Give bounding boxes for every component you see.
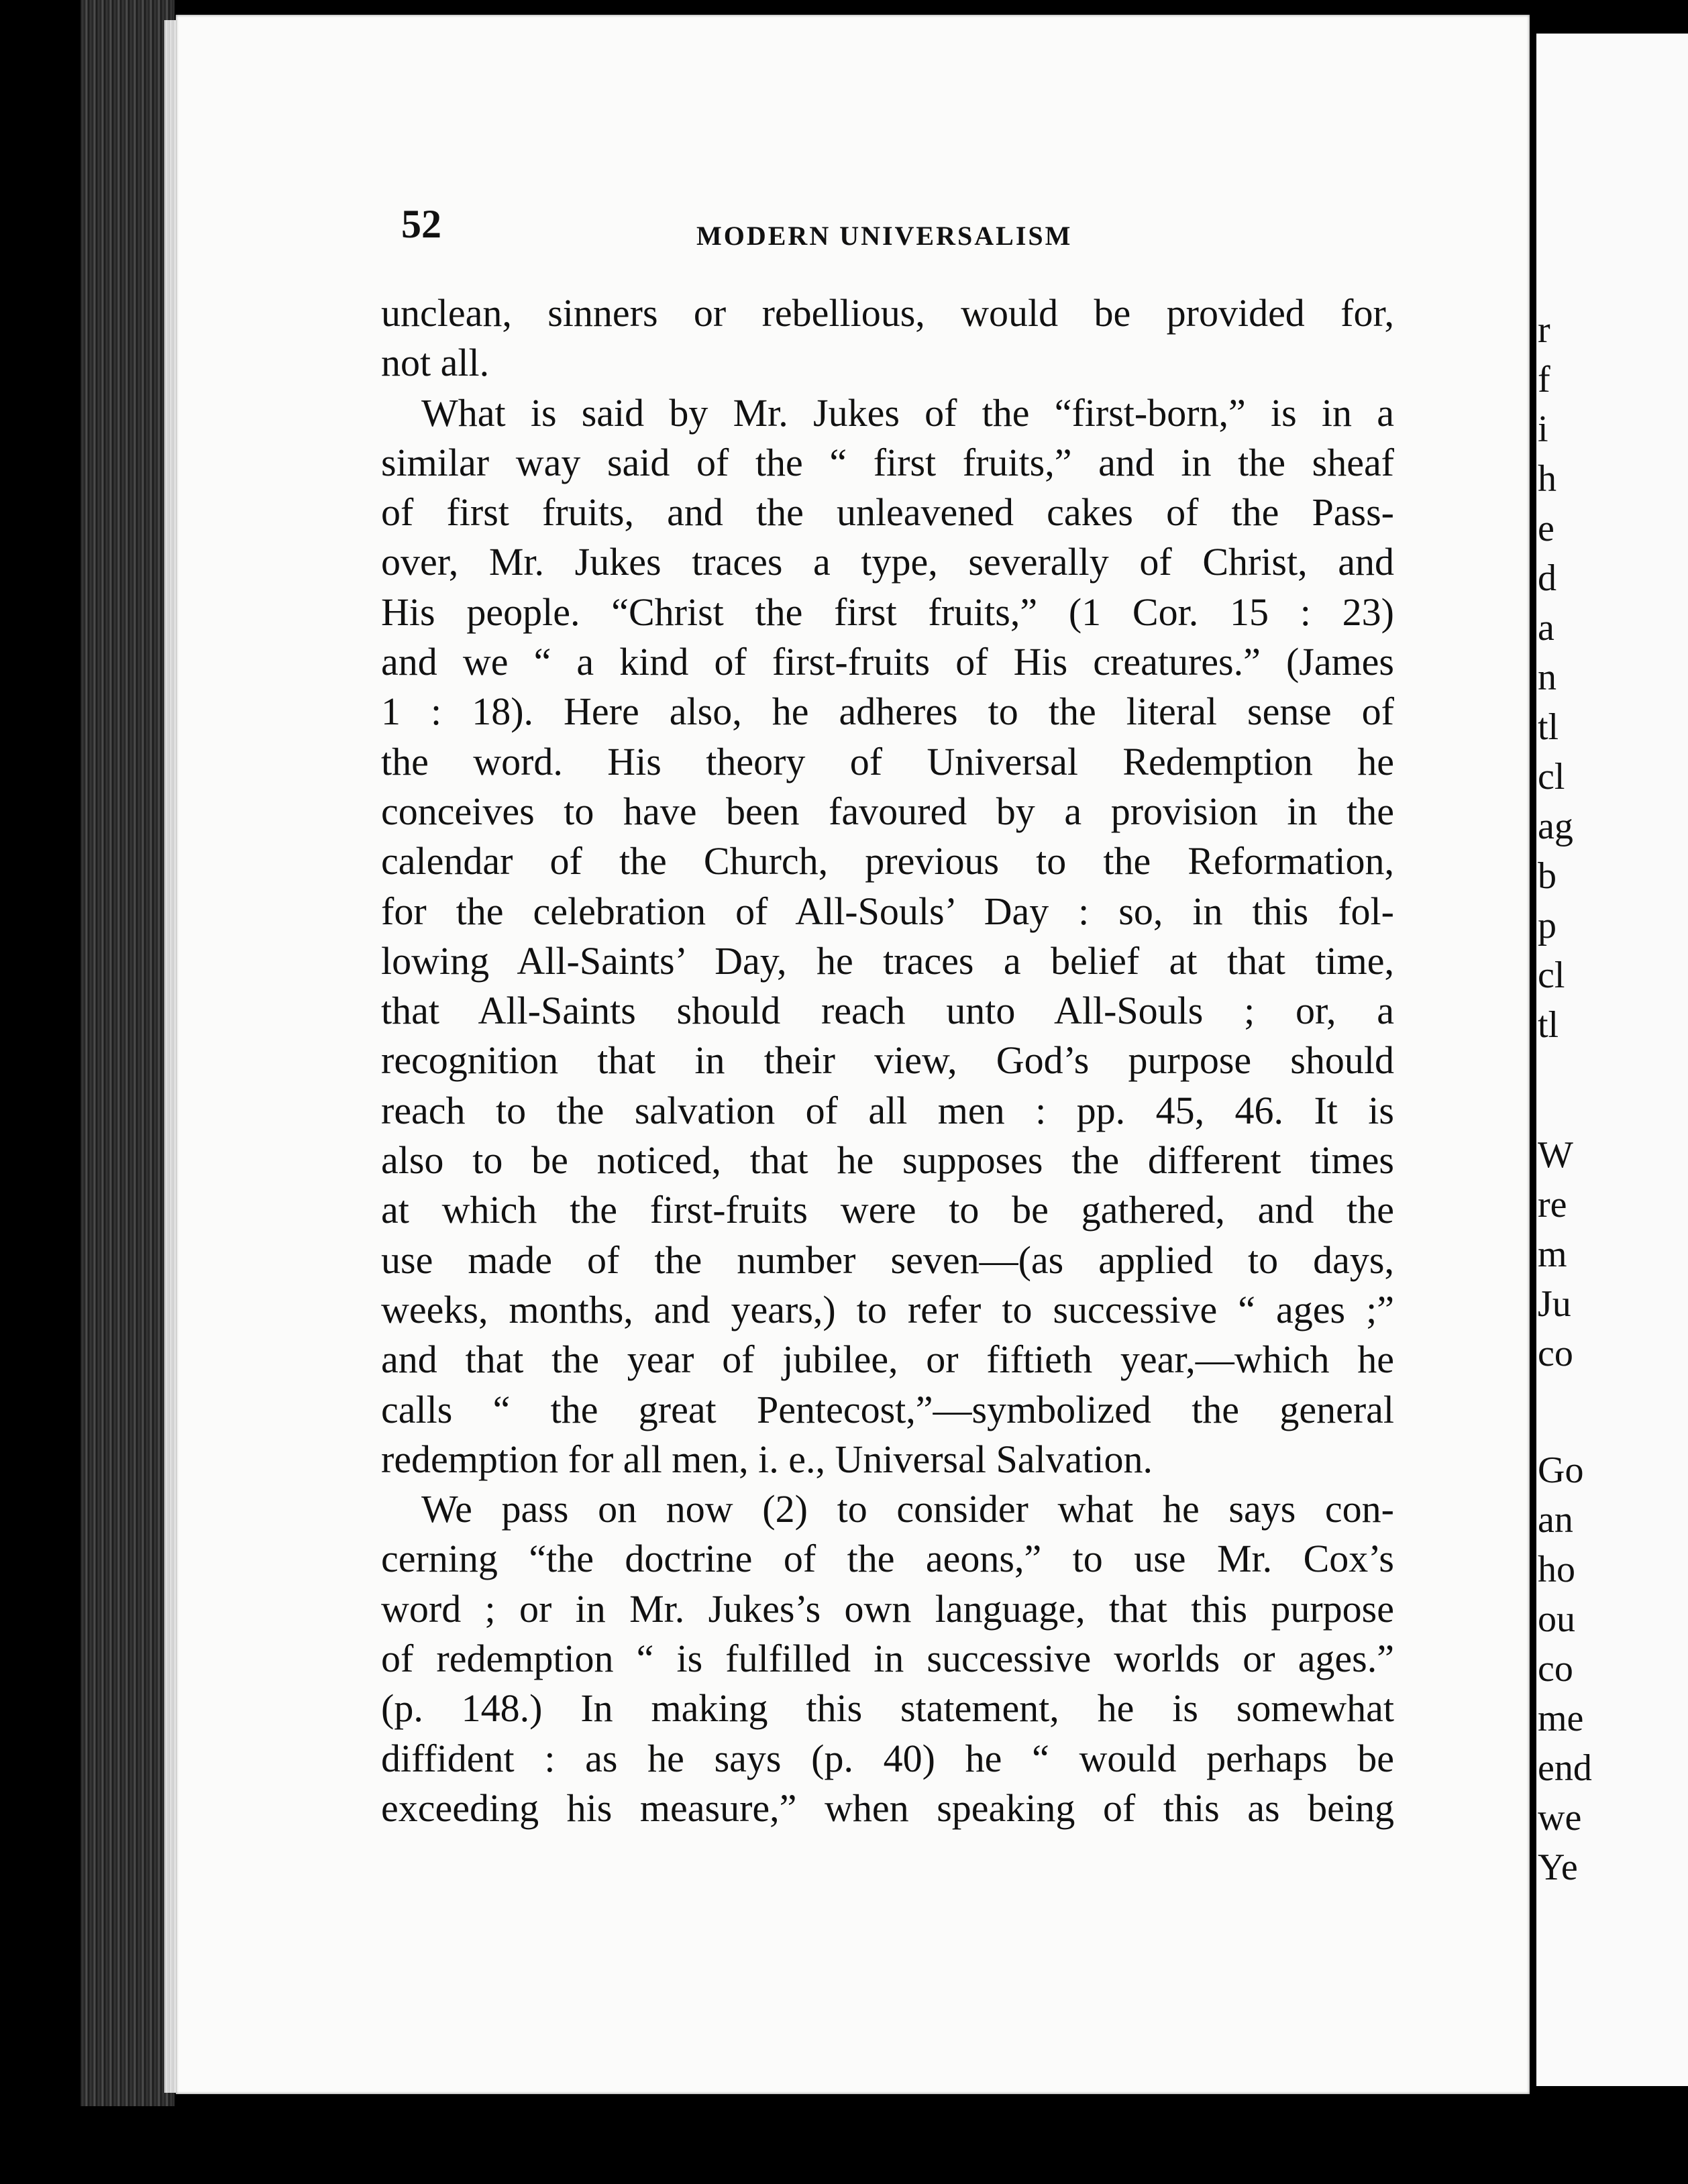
facing-line-fragment: e (1538, 508, 1554, 549)
facing-line-fragment: a (1538, 607, 1554, 649)
text-line: that All-Saints should reach unto All-Souls ; or, a (381, 989, 1394, 1033)
text-line: We pass on now (2) to consider what he says con- (421, 1487, 1394, 1531)
text-line: the word. His theory of Universal Redemption he (381, 739, 1394, 783)
text-line: word ; or in Mr. Jukes’s own language, that this purpose (381, 1586, 1394, 1631)
text-line: lowing All-Saints’ Day, he traces a belief at that time, (381, 938, 1394, 983)
facing-line-fragment: we (1538, 1797, 1582, 1839)
text-line: of redemption “ is fulfilled in successive worlds or ages.” (381, 1637, 1394, 1681)
facing-line-fragment: n (1538, 657, 1557, 698)
facing-line-fragment: m (1538, 1234, 1567, 1275)
facing-line-fragment: d (1538, 557, 1557, 599)
text-line: recognition that in their view, God’s purpose should (381, 1038, 1394, 1083)
text-line: conceives to have been favoured by a provision in the (381, 789, 1394, 833)
text-line: unclean, sinners or rebellious, would be provided for, (381, 291, 1394, 335)
body-text (381, 288, 1394, 1833)
facing-page (1536, 34, 1688, 2086)
page-number: 52 (401, 202, 441, 246)
facing-line-fragment: W (1538, 1134, 1573, 1176)
page-header (401, 201, 1389, 255)
facing-line-fragment: ho (1538, 1549, 1575, 1590)
text-line: calls “ the great Pentecost,”—symbolized the general (381, 1387, 1394, 1431)
text-line: over, Mr. Jukes traces a type, severally of Christ, and (381, 540, 1394, 584)
text-line: What is said by Mr. Jukes of the “first-born,” is in a (421, 390, 1394, 435)
text-line: and that the year of jubilee, or fiftieth year,—which he (381, 1337, 1394, 1382)
text-line: at which the first-fruits were to be gathered, and the (381, 1188, 1394, 1232)
facing-line-fragment: an (1538, 1499, 1573, 1541)
facing-line-fragment: end (1538, 1747, 1592, 1789)
text-line: exceeding his measure,” when speaking of this as being (381, 1786, 1394, 1830)
text-line: of first fruits, and the unleavened cakes of the Pass- (381, 490, 1394, 535)
facing-line-fragment: Go (1538, 1450, 1584, 1491)
text-line: redemption for all men, i. e., Universal Salvation. (381, 1437, 1153, 1481)
facing-line-fragment: tl (1538, 706, 1559, 748)
facing-line-fragment: cl (1538, 954, 1565, 996)
facing-line-fragment: ou (1538, 1598, 1575, 1640)
facing-line-fragment: Ju (1538, 1283, 1571, 1325)
text-line: also to be noticed, that he supposes the different times (381, 1138, 1394, 1183)
facing-line-fragment: Ye (1538, 1847, 1578, 1888)
facing-line-fragment: tl (1538, 1004, 1559, 1046)
text-line: 1 : 18). Here also, he adheres to the literal sense of (381, 690, 1394, 734)
text-line: not all. (381, 341, 490, 385)
text-line: reach to the salvation of all men : pp. 45, 46. It is (381, 1088, 1394, 1132)
facing-line-fragment: f (1538, 359, 1550, 400)
text-line: cerning “the doctrine of the aeons,” to use Mr. Cox’s (381, 1537, 1394, 1581)
facing-line-fragment: b (1538, 855, 1557, 897)
text-line: use made of the number seven—(as applied to days, (381, 1238, 1394, 1282)
text-line: His people. “Christ the first fruits,” (1 Cor. 15 : 23) (381, 590, 1394, 634)
text-line: for the celebration of All-Souls’ Day : so, in this fol- (381, 889, 1394, 933)
facing-line-fragment: co (1538, 1333, 1573, 1374)
facing-line-fragment: cl (1538, 756, 1565, 798)
facing-line-fragment: ag (1538, 806, 1573, 847)
facing-line-fragment: re (1538, 1184, 1567, 1225)
facing-line-fragment: co (1538, 1648, 1573, 1690)
text-line: and we “ a kind of first-fruits of His creatures.” (James (381, 640, 1394, 684)
text-line: weeks, months, and years,) to refer to successive “ ages ;” (381, 1287, 1394, 1331)
book-spine (81, 0, 174, 2106)
facing-line-fragment: p (1538, 905, 1557, 946)
facing-line-fragment: me (1538, 1698, 1584, 1739)
text-line: diffident : as he says (p. 40) he “ would perhaps be (381, 1736, 1394, 1780)
text-line: similar way said of the “ first fruits,” and in the sheaf (381, 440, 1394, 484)
facing-line-fragment: r (1538, 309, 1550, 351)
text-line: calendar of the Church, previous to the Reformation, (381, 839, 1394, 883)
facing-line-fragment: i (1538, 408, 1548, 450)
text-line: (p. 148.) In making this statement, he is somewhat (381, 1686, 1394, 1731)
facing-line-fragment: h (1538, 458, 1557, 500)
running-head: MODERN UNIVERSALISM (696, 221, 1073, 251)
